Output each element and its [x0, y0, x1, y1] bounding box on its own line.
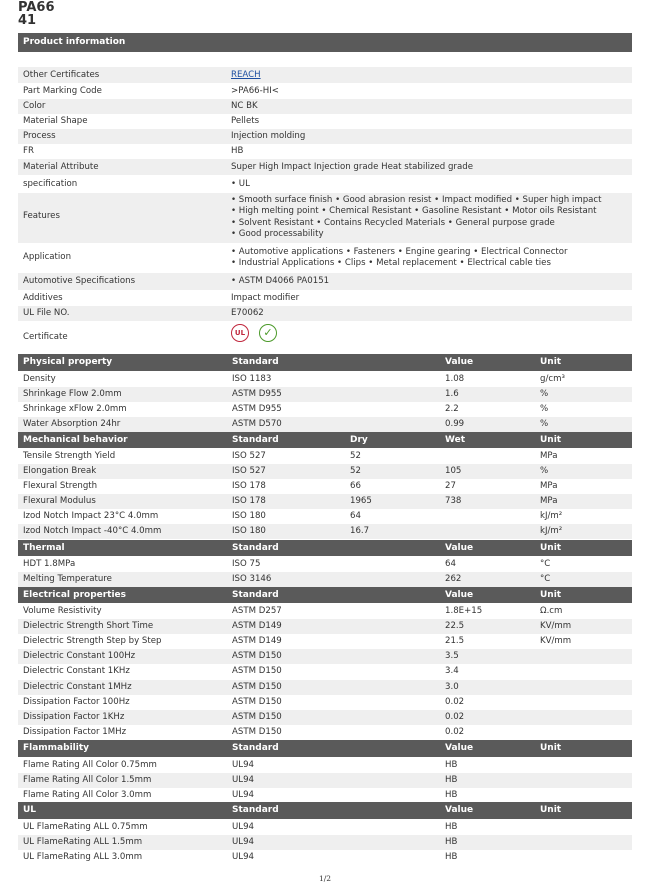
- cell-wet: 105: [445, 466, 462, 476]
- row-value: Impact modifier: [231, 293, 300, 303]
- product-information-header: [18, 33, 632, 52]
- section-title: Flammability: [23, 743, 90, 753]
- features-line: • Good processability: [231, 229, 324, 240]
- cell-value: 1.6: [445, 389, 459, 399]
- row-label: Material Shape: [23, 116, 88, 126]
- info-row-other-certificates: [18, 67, 632, 83]
- cell-dry: 1965: [350, 496, 372, 506]
- thermal-header: [18, 540, 632, 556]
- cell-unit: kJ/m²: [540, 526, 563, 536]
- cell-value: 1.08: [445, 374, 465, 384]
- cell-unit: %: [540, 466, 549, 476]
- application-list: [231, 247, 626, 270]
- cell-unit: Ω.cm: [540, 606, 563, 616]
- cell-standard: ISO 180: [232, 511, 266, 521]
- cell-standard: UL94: [232, 775, 255, 785]
- cell-unit: %: [540, 419, 549, 429]
- row-label: Material Attribute: [23, 162, 99, 172]
- cell-dry: 16.7: [350, 526, 370, 536]
- row-label: Other Certificates: [23, 70, 100, 80]
- section-title: Product information: [23, 37, 126, 47]
- table-row: [18, 695, 632, 710]
- row-value: NC BK: [231, 101, 258, 111]
- cell-standard: ASTM D150: [232, 651, 282, 662]
- table-row: [18, 649, 632, 664]
- cell-standard: ISO 527: [232, 466, 266, 476]
- row-label: Application: [23, 252, 72, 262]
- cell-standard: ASTM D955: [232, 404, 282, 414]
- info-row-material-shape: [18, 114, 632, 129]
- grade-title: 41: [18, 13, 37, 28]
- info-row-certificate: [18, 321, 632, 353]
- cell-value: 3.4: [445, 666, 459, 677]
- row-label: Part Marking Code: [23, 86, 102, 96]
- table-row: [18, 372, 632, 387]
- cell-name: Flame Rating All Color 0.75mm: [23, 760, 157, 770]
- cell-value: 1.8E+15: [445, 606, 483, 616]
- column-header-unit: Unit: [540, 357, 562, 367]
- column-header-unit: Unit: [540, 543, 562, 553]
- column-header-standard: Standard: [232, 743, 279, 753]
- cell-value: 0.02: [445, 726, 465, 737]
- section-title: Physical property: [23, 357, 113, 367]
- features-line: • Solvent Resistant • Contains Recycled Materials • General purpose grade: [231, 217, 555, 228]
- cell-wet: 738: [445, 496, 462, 506]
- section-title: Thermal: [23, 543, 65, 553]
- table-row: [18, 449, 632, 464]
- cell-value: HB: [445, 760, 458, 770]
- cell-name: HDT 1.8MPa: [23, 559, 76, 569]
- ul-header: [18, 802, 632, 819]
- column-header-standard: Standard: [232, 590, 279, 600]
- column-header-standard: Standard: [232, 805, 279, 815]
- cell-standard: ISO 75: [232, 559, 261, 569]
- row-value: E70062: [231, 308, 264, 318]
- row-value: Injection molding: [231, 131, 306, 141]
- cell-standard: ISO 3146: [232, 574, 272, 584]
- mechanical-behavior-header: [18, 432, 632, 448]
- column-header-unit: Unit: [540, 805, 562, 815]
- info-row-fr: [18, 144, 632, 159]
- row-value: Pellets: [231, 116, 260, 126]
- cell-name: Water Absorption 24hr: [23, 419, 121, 429]
- flammability-header: [18, 740, 632, 757]
- info-row-part-marking-code: [18, 84, 632, 99]
- cell-name: Melting Temperature: [23, 574, 112, 584]
- info-row-application: [18, 244, 632, 272]
- row-label: Certificate: [23, 332, 68, 342]
- info-row-process: [18, 129, 632, 144]
- cell-unit: kJ/m²: [540, 511, 563, 521]
- row-value: >PA66-HI<: [231, 86, 279, 96]
- table-row: [18, 509, 632, 524]
- table-row: [18, 524, 632, 539]
- cell-standard: ISO 178: [232, 496, 266, 506]
- column-header-value: Value: [445, 743, 474, 753]
- cell-name: Tensile Strength Yield: [23, 451, 116, 461]
- cell-value: HB: [445, 790, 458, 800]
- table-row: [18, 710, 632, 725]
- table-row: [18, 557, 632, 572]
- cell-name: UL FlameRating ALL 0.75mm: [23, 822, 148, 832]
- cell-standard: ASTM D150: [232, 711, 282, 722]
- features-list: [231, 195, 626, 241]
- info-row-features: [18, 193, 632, 243]
- cell-value: 0.02: [445, 696, 465, 707]
- cell-name: Dissipation Factor 1KHz: [23, 711, 125, 722]
- column-header-standard: Standard: [232, 435, 279, 445]
- cell-unit: %: [540, 389, 549, 399]
- cell-standard: ASTM D150: [232, 726, 282, 737]
- column-header-unit: Unit: [540, 590, 562, 600]
- row-label: FR: [23, 146, 34, 156]
- column-header-value: Value: [445, 805, 474, 815]
- cell-name: Dissipation Factor 1MHz: [23, 726, 127, 737]
- cell-name: Dielectric Constant 1KHz: [23, 666, 130, 677]
- cell-value: 64: [445, 559, 456, 569]
- cell-standard: ASTM D149: [232, 636, 282, 647]
- cell-standard: ISO 180: [232, 526, 266, 536]
- green-checkmark-icon: ✓: [259, 324, 277, 342]
- cell-name: Dissipation Factor 100Hz: [23, 696, 130, 707]
- column-header-standard: Standard: [232, 357, 279, 367]
- cell-standard: ISO 1183: [232, 374, 272, 384]
- cell-unit: MPa: [540, 451, 558, 461]
- cell-value: 2.2: [445, 404, 459, 414]
- cell-value: 22.5: [445, 621, 465, 632]
- column-header-wet: Wet: [445, 435, 466, 445]
- cell-name: Dielectric Strength Step by Step: [23, 636, 162, 647]
- cell-name: Dielectric Strength Short Time: [23, 621, 154, 632]
- cell-value: 0.99: [445, 419, 465, 429]
- row-label: Process: [23, 131, 56, 141]
- cell-wet: 27: [445, 481, 456, 491]
- row-label: specification: [23, 179, 78, 189]
- cell-name: Density: [23, 374, 56, 384]
- info-row-ul-file-no: [18, 306, 632, 321]
- cell-value: 3.5: [445, 651, 459, 662]
- table-row: [18, 572, 632, 587]
- cell-name: UL FlameRating ALL 3.0mm: [23, 852, 143, 862]
- row-value: • ASTM D4066 PA0151: [231, 276, 330, 286]
- table-row: [18, 773, 632, 788]
- table-row: [18, 387, 632, 402]
- section-title: UL: [23, 805, 37, 815]
- column-header-value: Value: [445, 543, 474, 553]
- table-row: [18, 664, 632, 679]
- cell-standard: ASTM D257: [232, 606, 282, 616]
- table-row: [18, 788, 632, 803]
- table-row: [18, 725, 632, 740]
- section-title: Mechanical behavior: [23, 435, 128, 445]
- cell-name: Shrinkage xFlow 2.0mm: [23, 404, 127, 414]
- cell-unit: g/cm³: [540, 374, 565, 384]
- cell-name: Volume Resistivity: [23, 606, 102, 616]
- cell-value: 262: [445, 574, 462, 584]
- cell-unit: %: [540, 404, 549, 414]
- row-value: Super High Impact Injection grade Heat stabilized grade: [231, 162, 473, 172]
- cell-standard: UL94: [232, 852, 255, 862]
- table-row: [18, 758, 632, 773]
- row-label: Features: [23, 211, 60, 221]
- column-header-unit: Unit: [540, 435, 562, 445]
- cell-standard: ASTM D150: [232, 681, 282, 692]
- cell-name: UL FlameRating ALL 1.5mm: [23, 837, 143, 847]
- reach-link[interactable]: REACH: [231, 70, 261, 80]
- table-row: [18, 464, 632, 479]
- info-row-additives: [18, 290, 632, 306]
- cell-name: Izod Notch Impact -40°C 4.0mm: [23, 526, 162, 536]
- table-row: [18, 634, 632, 649]
- info-row-automotive-specifications: [18, 273, 632, 290]
- table-row: [18, 417, 632, 432]
- cell-unit: KV/mm: [540, 636, 572, 647]
- cell-value: 3.0: [445, 681, 459, 692]
- cell-name: Flexural Modulus: [23, 496, 96, 506]
- material-title: PA66: [18, 0, 55, 15]
- cell-unit: °C: [540, 559, 551, 569]
- cell-standard: ASTM D150: [232, 696, 282, 707]
- cell-standard: ASTM D149: [232, 621, 282, 632]
- cell-standard: ASTM D150: [232, 666, 282, 677]
- info-row-material-attribute: [18, 159, 632, 175]
- cell-standard: UL94: [232, 837, 255, 847]
- cell-standard: ISO 178: [232, 481, 266, 491]
- cell-dry: 52: [350, 451, 361, 461]
- row-value: HB: [231, 146, 244, 156]
- cell-dry: 64: [350, 511, 361, 521]
- ul-mark-text: UL: [234, 329, 246, 337]
- table-row: [18, 494, 632, 509]
- cell-name: Flame Rating All Color 1.5mm: [23, 775, 152, 785]
- table-row: [18, 680, 632, 695]
- cell-unit: MPa: [540, 496, 558, 506]
- cell-standard: ISO 527: [232, 451, 266, 461]
- cell-unit: °C: [540, 574, 551, 584]
- table-row: [18, 479, 632, 494]
- cell-standard: UL94: [232, 760, 255, 770]
- column-header-value: Value: [445, 357, 474, 367]
- table-row: [18, 402, 632, 417]
- cell-value: 21.5: [445, 636, 465, 647]
- row-label: UL File NO.: [23, 308, 70, 318]
- cell-name: Shrinkage Flow 2.0mm: [23, 389, 122, 399]
- cell-standard: UL94: [232, 790, 255, 800]
- table-row: [18, 820, 632, 835]
- table-row: [18, 619, 632, 634]
- table-row: [18, 850, 632, 865]
- cell-value: HB: [445, 822, 458, 832]
- application-line: • Industrial Applications • Clips • Metal replacement • Electrical cable ties: [231, 258, 551, 269]
- ul-certification-icon: [231, 324, 249, 342]
- features-line: • Smooth surface finish • Good abrasion resist • Impact modified • Super high impact: [231, 195, 602, 205]
- table-row: [18, 835, 632, 850]
- cell-standard: UL94: [232, 822, 255, 832]
- cell-standard: ASTM D955: [232, 389, 282, 399]
- row-label: Automotive Specifications: [23, 276, 136, 286]
- application-line: • Automotive applications • Fasteners • Engine gearing • Electrical Connector: [231, 247, 568, 257]
- cell-dry: 66: [350, 481, 361, 491]
- row-label: Additives: [23, 293, 63, 303]
- column-header-standard: Standard: [232, 543, 279, 553]
- cell-name: Flame Rating All Color 3.0mm: [23, 790, 152, 800]
- cell-value: HB: [445, 775, 458, 785]
- cell-unit: KV/mm: [540, 621, 572, 632]
- cell-name: Dielectric Constant 1MHz: [23, 681, 132, 692]
- cell-name: Elongation Break: [23, 466, 97, 476]
- cell-value: HB: [445, 852, 458, 862]
- column-header-unit: Unit: [540, 743, 562, 753]
- cell-name: Dielectric Constant 100Hz: [23, 651, 136, 662]
- cell-value: 0.02: [445, 711, 465, 722]
- cell-standard: ASTM D570: [232, 419, 282, 429]
- cell-value: HB: [445, 837, 458, 847]
- table-row: [18, 604, 632, 619]
- info-row-specification: [18, 176, 632, 193]
- column-header-dry: Dry: [350, 435, 368, 445]
- physical-property-header: [18, 354, 632, 371]
- cell-name: Flexural Strength: [23, 481, 98, 491]
- electrical-properties-header: [18, 587, 632, 603]
- page-number: 1/2: [318, 874, 332, 883]
- cell-dry: 52: [350, 466, 361, 476]
- column-header-value: Value: [445, 590, 474, 600]
- section-title: Electrical properties: [23, 590, 127, 600]
- cell-name: Izod Notch Impact 23°C 4.0mm: [23, 511, 159, 521]
- row-label: Color: [23, 101, 46, 111]
- features-line: • High melting point • Chemical Resistant • Gasoline Resistant • Motor oils Resistant: [231, 206, 597, 217]
- row-value: • UL: [231, 179, 250, 189]
- info-row-color: [18, 99, 632, 114]
- cell-unit: MPa: [540, 481, 558, 491]
